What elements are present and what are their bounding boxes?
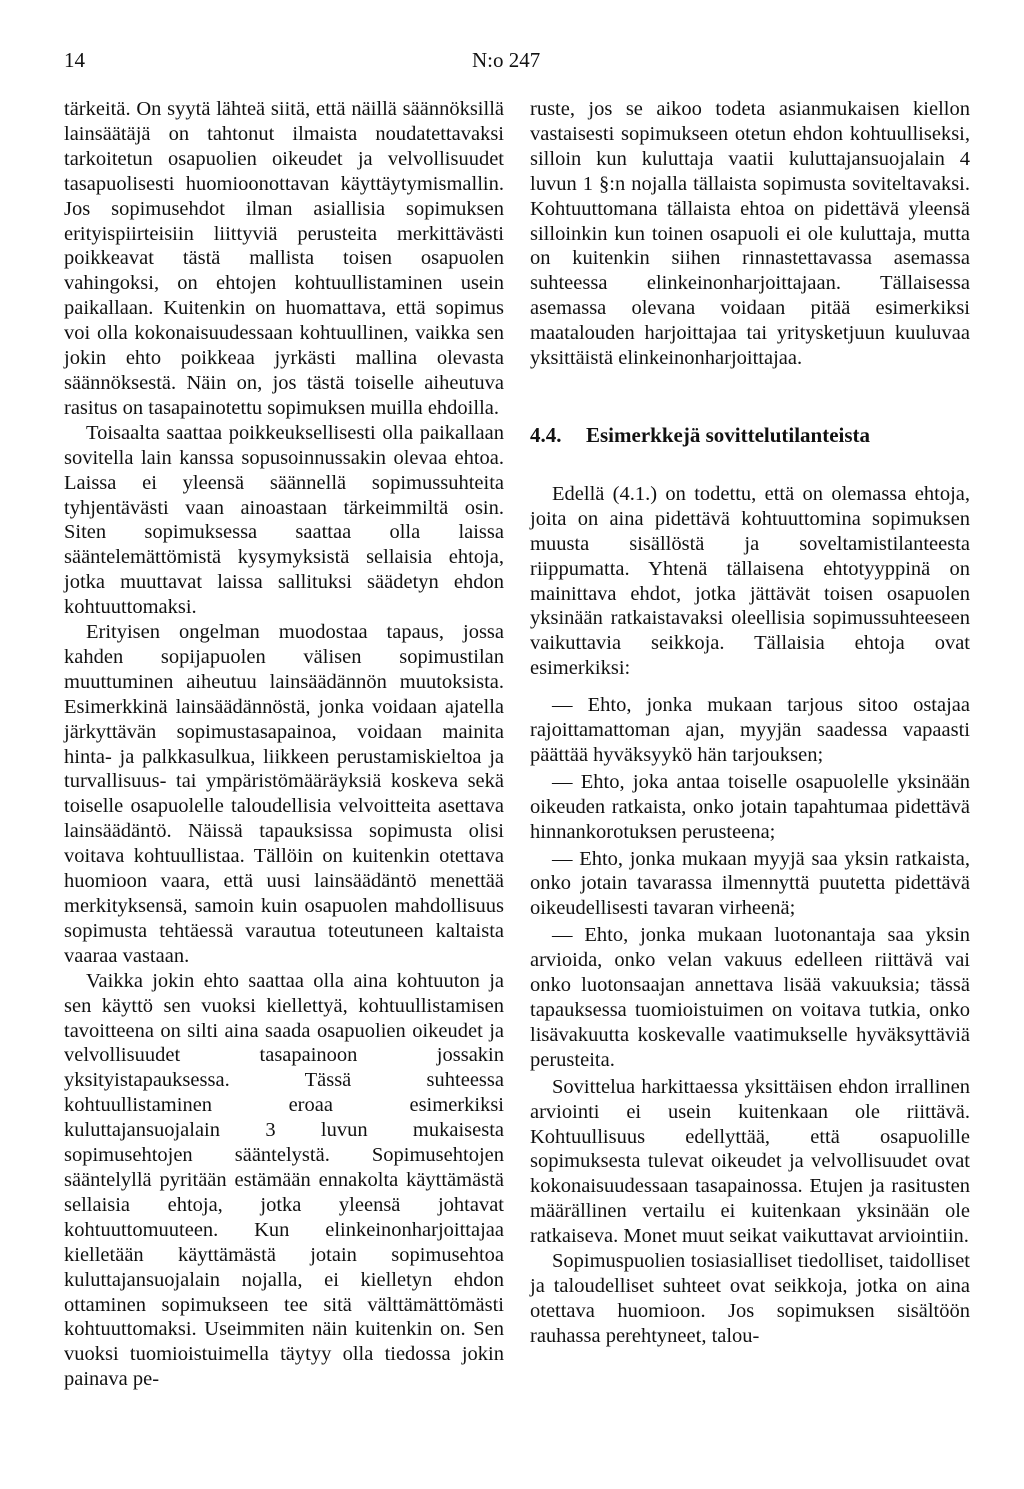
list-item: — Ehto, joka antaa toiselle osapuolelle yksinään oikeuden ratkaista, onko jotain tapahtumaa pidettävä hinnankorotuksen perusteena; xyxy=(530,770,970,843)
section-heading xyxy=(530,423,970,448)
paragraph: Vaikka jokin ehto saattaa olla aina kohtuuton ja sen käyttö sen vuoksi kiellettyä, kohtuullistamisen tavoitteena on silti aina saada osapuolien oikeudet ja velvollisuudet tasapainoon jossakin yksityistapauksessa. Tässä suhteessa kohtuullistaminen eroaa esimerkiksi kuluttajansuojalain 3 luvun mukaisesta sopimusehtojen sääntelystä. Sopimusehtojen sääntelyllä pyritään estämään ennakolta käyttämästä sellaisia ehtoja, jotka yleensä johtavat kohtuuttomuuteen. Kun elinkeinonharjoittajaa kielletään käyttämästä jotain sopimusehtoa kuluttajansuojalain nojalla, ei kielletyn ehdon ottaminen sopimukseen tee sitä välttämättömästi kohtuuttomaksi. Useimmiten näin kuitenkin on. Sen vuoksi tuomioistuimella täytyy olla tiedossa jokin painava pe- xyxy=(64,969,504,1391)
document-number: N:o 247 xyxy=(472,48,541,72)
paragraph: ruste, jos se aikoo todeta asianmukaisen kiellon vastaisesti sopimukseen otetun ehdon kohtuulliseksi, silloin kun kuluttaja vaatii kuluttajansuojalain 4 luvun 1 §:n nojalla tällaista sopimusta soviteltavaksi. Kohtuuttomana tällaista ehtoa on pidettävä yleensä silloinkin kun toinen osapuoli ei ole kuluttaja, mutta on kuitenkin siihen rinnastettavassa asemassa suhteessa elinkeinonharjoittajaan. Tällaisessa asemassa olevana voidaan pitää esimerkiksi maatalouden harjoittajaa tai yritysketjuun kuuluvaa yksittäistä elinkeinonharjoittajaa. xyxy=(530,98,970,370)
list-item: — Ehto, jonka mukaan luotonantaja saa yksin arvioida, onko velan vakuus edelleen riittävä vai onko luotonsaajan annettava lisää vakuuksia; tässä tapauksessa tuomioistuimen on voitava tutkia, onko lisävakuutta koskevalle vaatimukselle hyväksyttäviä perusteita. xyxy=(530,924,970,1071)
list-item: — Ehto, jonka mukaan myyjä saa yksin ratkaista, onko jotain tavarassa ilmennyttä puutetta pidettävä oikeudellisesti tavaran virheenä; xyxy=(530,847,970,920)
paragraph: Sovittelua harkittaessa yksittäisen ehdon irrallinen arviointi ei usein kuitenkaan ole riittävä. Kohtuullisuus edellyttää, että osapuolille sopimuksesta tulevat oikeudet ja velvollisuudet ovat kokonaisuudessaan tasapainossa. Etujen ja rasitusten määrällinen vertailu ei kuitenkaan yksinään ole ratkaiseva. Monet muut seikat vaikuttavat arviointiin. xyxy=(530,1075,970,1248)
page-number: 14 xyxy=(64,48,85,72)
paragraph: Edellä (4.1.) on todettu, että on olemassa ehtoja, joita on aina pidettävä kohtuuttomina sopimuksen muusta sisällöstä ja soveltamistilanteesta riippumatta. Yhtenä tällaisena ehtotyyppinä on mainittava ehdot, jotka jättävät toisen osapuolen yksinään ratkaistavaksi oleellisia sopimussuhteeseen vaikuttavia seikkoja. Tällaisia ehtoja ovat esimerkiksi: xyxy=(530,482,970,680)
section-title: Esimerkkejä sovittelutilanteista xyxy=(586,422,871,447)
left-column xyxy=(64,97,504,1392)
paragraph: tärkeitä. On syytä lähteä siitä, että näillä säännöksillä lainsäätäjä on tahtonut ilmaista noudatettavaksi tarkoitetun osapuolien oikeudet ja velvollisuudet tasapuolisesti huomioonottavan käyttäytymismallin. Jos sopimusehdot ilman asiallisia sopimuksen erityispiirteisiin liittyviä perusteita merkittävästi poikkeavat tästä mallista toisen osapuolen vahingoksi, on ehtojen kohtuullistaminen usein paikallaan. Kuitenkin on huomattava, että sopimus voi olla kokonaisuudessaan kohtuullinen, vaikka sen jokin ehto poikkeaa jyrkästi mallina olevasta säännöksestä. Näin on, jos tästä toiselle aiheutuva rasitus on tasapainotettu sopimuksen muilla ehdoilla. xyxy=(64,98,504,419)
section-number: 4.4. xyxy=(530,422,562,447)
spacer xyxy=(530,681,970,693)
paragraph: Toisaalta saattaa poikkeuksellisesti olla paikallaan sovitella lain kanssa sopusoinnussakin olevaa ehtoa. Laissa ei yleensä säännellä sopimussuhteita tyhjentävästi vaan ainoastaan tärkeimmiltä osin. Siten sopimuksessa saattaa olla laissa sääntelemättömistä kysymyksistä sellaisia ehtoja, jotka muuttavat laissa sallituksi säädetyn ehdon kohtuuttomaksi. xyxy=(64,421,504,619)
list-item: — Ehto, jonka mukaan tarjous sitoo ostajaa rajoittamattoman ajan, myyjän saadessa vapaasti päättää hyväksyykö hän tarjouksen; xyxy=(530,694,970,766)
right-column xyxy=(530,97,970,1349)
paragraph: Erityisen ongelman muodostaa tapaus, jossa kahden sopijapuolen välisen sopimustilan muuttuminen aiheutuu lainsäädännön muutoksista. Esimerkkinä lainsäädännöstä, jonka voidaan ajatella järkyttävän sopimustasapainoa, voidaan mainita hinta- ja palkkasulkua, liikkeen perustamiskieltoa ja turvallisuus- tai ympäristömääräyksiä koskeva sekä toiselle osapuolelle taloudellisia velvoitteita asettava lainsäädäntö. Näissä tapauksissa sopimusta olisi voitava kohtuullistaa. Tällöin on kuitenkin otettava huomioon vaara, että uusi lainsäädäntö menettää merkityksensä, samoin kuin osapuolen mahdollisuus sopimusta tehtäessä varautua toteutuneen kaltaista vaaraa vastaan. xyxy=(64,621,504,967)
paragraph: Sopimuspuolien tosiasialliset tiedolliset, taidolliset ja taloudelliset suhteet ovat seikkoja, jotka on aina otettava huomioon. Jos sopimuksen sisältöön rauhassa perehtyneet, talou- xyxy=(530,1250,970,1347)
